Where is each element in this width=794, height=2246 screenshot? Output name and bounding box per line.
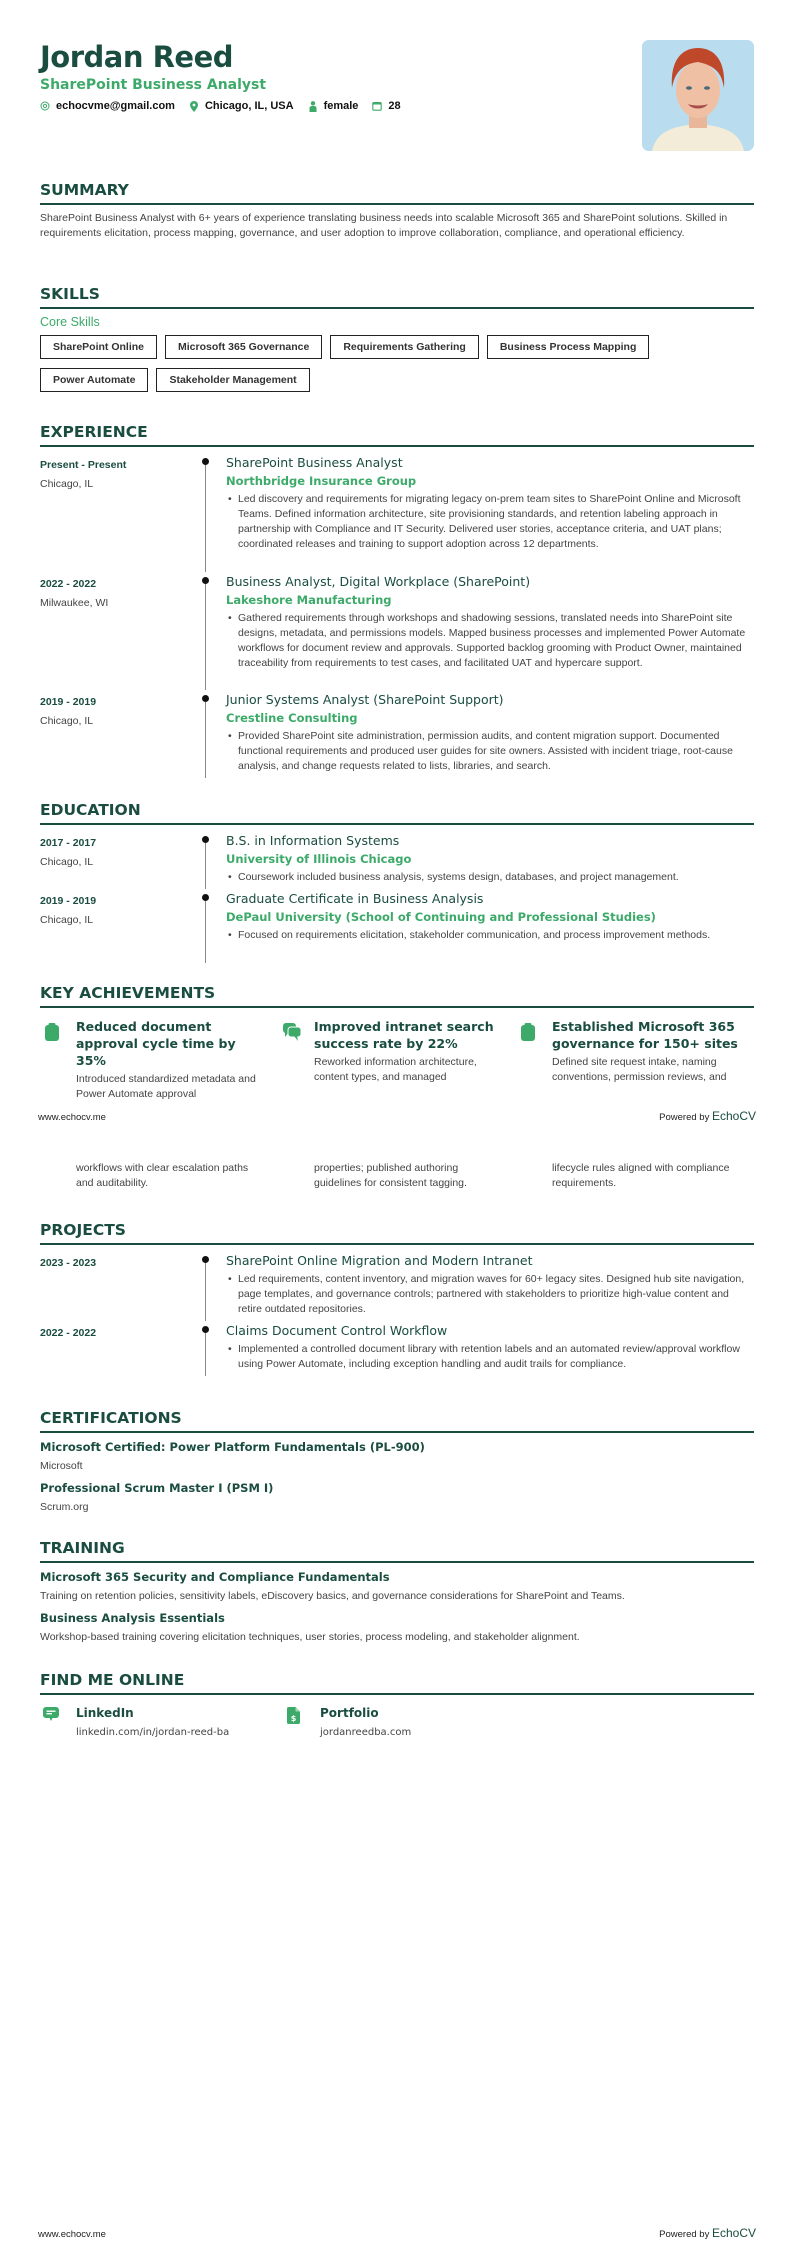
achievement-title: Improved intranet search success rate by 22% xyxy=(314,1019,494,1051)
online-link-linkedin[interactable] xyxy=(40,1705,284,1738)
section-title-summary: SUMMARY xyxy=(40,180,754,205)
entry-title: Graduate Certificate in Business Analysis xyxy=(226,891,484,906)
achievement-description: properties; published authoring guidelines for consistent tagging. xyxy=(314,1162,467,1189)
training-title: Business Analysis Essentials xyxy=(40,1611,225,1625)
achievement-description: workflows with clear escalation paths and auditability. xyxy=(76,1162,249,1189)
online-link-list xyxy=(40,1705,754,1738)
achievement-description: Introduced standardized metadata and Power Automate approval xyxy=(76,1073,256,1100)
section-title-online: FIND ME ONLINE xyxy=(40,1670,754,1695)
achievement-list-continued xyxy=(40,1161,754,1191)
entry-title: SharePoint Online Migration and Modern Intranet xyxy=(226,1253,533,1268)
powered-by-label: Powered by xyxy=(659,1112,710,1123)
footer-brand: EchoCV xyxy=(711,1109,756,1123)
timeline-line xyxy=(205,579,206,690)
footer-site-link[interactable]: www.echocv.me xyxy=(38,2229,106,2240)
entry-location: Chicago, IL xyxy=(40,715,94,727)
timeline-dot xyxy=(202,1256,209,1263)
section-title-certifications: CERTIFICATIONS xyxy=(40,1408,754,1433)
achievement-item xyxy=(40,1018,278,1102)
training-title: Microsoft 365 Security and Compliance Fundamentals xyxy=(40,1570,390,1584)
entry-organization: University of Illinois Chicago xyxy=(226,852,412,866)
entry-location: Chicago, IL xyxy=(40,914,94,926)
entry-date: Present - Present xyxy=(40,459,127,471)
entry-bullet: • Provided SharePoint site administration, permission audits, and content migration support. Documented functional requirements and produced user guides for site owners. Assisted with incident triage, root-cause analysis, and change requests related to lists, libraries, and search. xyxy=(226,729,754,774)
contact-email-value: echocvme@gmail.com xyxy=(56,100,175,112)
achievement-description: lifecycle rules aligned with compliance requirements. xyxy=(552,1162,730,1189)
timeline-line xyxy=(205,1328,206,1376)
entry-bullet: • Focused on requirements elicitation, stakeholder communication, and process improvement methods. xyxy=(226,928,754,943)
entry-bullet: • Implemented a controlled document library with retention labels and an automated review/approval workflow using Power Automate, including exception handling and audit trails for compliance. xyxy=(226,1342,754,1372)
certification-item xyxy=(40,1480,754,1515)
section-title-achievements: KEY ACHIEVEMENTS xyxy=(40,983,754,1008)
achievement-description: Defined site request intake, naming conventions, permission reviews, and xyxy=(552,1056,727,1083)
skill-chip: Stakeholder Management xyxy=(156,368,309,392)
project-entry xyxy=(40,1253,754,1323)
entry-date: 2023 - 2023 xyxy=(40,1257,97,1269)
clipboard-icon xyxy=(40,1018,76,1102)
section-title-training: TRAINING xyxy=(40,1538,754,1563)
skill-chip: Microsoft 365 Governance xyxy=(165,335,322,359)
profile-photo xyxy=(642,40,754,151)
certification-title: Microsoft Certified: Power Platform Fundamentals (PL-900) xyxy=(40,1440,425,1454)
online-link-label: LinkedIn xyxy=(76,1706,134,1720)
skill-chip-list xyxy=(40,335,754,392)
entry-title: Claims Document Control Workflow xyxy=(226,1323,448,1338)
achievements-section xyxy=(0,983,794,1102)
entry-title: B.S. in Information Systems xyxy=(226,833,400,848)
section-title-skills: SKILLS xyxy=(40,284,754,309)
section-title-education: EDUCATION xyxy=(40,800,754,825)
skill-chip: Power Automate xyxy=(40,368,148,392)
timeline-line xyxy=(205,896,206,963)
certification-item xyxy=(40,1439,754,1474)
online-section xyxy=(0,1670,794,1738)
contact-location-value: Chicago, IL, USA xyxy=(204,100,294,112)
certification-title: Professional Scrum Master I (PSM I) xyxy=(40,1481,274,1495)
timeline-dot xyxy=(202,1326,209,1333)
section-title-experience: EXPERIENCE xyxy=(40,422,754,447)
contact-gender-value: female xyxy=(323,100,359,112)
invoice-dollar-icon xyxy=(284,1705,320,1738)
achievement-list xyxy=(40,1018,754,1102)
entry-bullet: • Led requirements, content inventory, and migration waves for 60+ legacy sites. Designed hub site navigation, page templates, and governance controls; partnered with stakeholders to prioritize high-value content and retire outdated repositories. xyxy=(226,1272,754,1317)
timeline-line xyxy=(205,460,206,572)
skill-chip: Business Process Mapping xyxy=(487,335,650,359)
achievement-title: Reduced document approval cycle time by 35% xyxy=(76,1019,236,1068)
entry-location: Chicago, IL xyxy=(40,856,94,868)
clipboard-icon xyxy=(516,1018,552,1102)
timeline-dot xyxy=(202,894,209,901)
timeline-dot xyxy=(202,695,209,702)
achievement-description: Reworked information architecture, content types, and managed xyxy=(314,1056,477,1083)
calendar-icon xyxy=(372,101,382,111)
certifications-section xyxy=(0,1408,794,1515)
entry-bullet: • Led discovery and requirements for migrating legacy on-prem team sites to SharePoint Online and Microsoft Teams. Defined information architecture, site provisioning standards, and retention labeling approach in partnership with Compliance and IT Security. Delivered user stories, acceptance criteria, and UAT plans; coordinated releases and training to support adoption across 12 departments. xyxy=(226,492,754,552)
achievements-continued xyxy=(0,1161,794,1191)
entry-title: Junior Systems Analyst (SharePoint Support) xyxy=(226,692,504,707)
entry-location: Milwaukee, WI xyxy=(40,597,109,609)
entry-organization: DePaul University (School of Continuing and Professional Studies) xyxy=(226,910,656,924)
page-footer xyxy=(38,2226,756,2240)
entry-organization: Lakeshore Manufacturing xyxy=(226,593,392,607)
footer-powered-by xyxy=(659,1109,756,1123)
entry-title: SharePoint Business Analyst xyxy=(226,455,403,470)
candidate-title: SharePoint Business Analyst xyxy=(40,77,267,93)
footer-site-link[interactable]: www.echocv.me xyxy=(38,1112,106,1123)
experience-entry xyxy=(40,692,754,780)
entry-date: 2022 - 2022 xyxy=(40,578,97,590)
training-item xyxy=(40,1610,754,1645)
online-link-label: Portfolio xyxy=(320,1706,379,1720)
experience-entry xyxy=(40,574,754,692)
timeline-dot xyxy=(202,577,209,584)
projects-section xyxy=(0,1220,794,1378)
online-link-url[interactable]: jordanreedba.com xyxy=(320,1727,412,1738)
skills-subheading: Core Skills xyxy=(40,315,100,329)
footer-powered-by xyxy=(659,2226,756,2240)
entry-bullet: • Gathered requirements through workshops and shadowing sessions, translated needs into SharePoint site designs, metadata, and permissions models. Mapped business processes and implemented Power Automate workflows for document review and approvals. Supported backlog grooming with Product Owner, maintained traceability from requirements to test cases, and facilitated UAT and hypercare support. xyxy=(226,611,754,671)
experience-entry xyxy=(40,455,754,574)
timeline-line xyxy=(205,1258,206,1321)
timeline-line xyxy=(205,838,206,889)
summary-section xyxy=(0,180,794,241)
entry-date: 2019 - 2019 xyxy=(40,696,97,708)
training-description: Workshop-based training covering elicitation techniques, user stories, process modeling, and stakeholder alignment. xyxy=(40,1631,580,1643)
certification-issuer: Microsoft xyxy=(40,1460,83,1472)
training-item xyxy=(40,1569,754,1604)
page-footer xyxy=(38,1109,756,1123)
entry-organization: Northbridge Insurance Group xyxy=(226,474,417,488)
experience-section xyxy=(0,422,794,780)
online-link-portfolio[interactable] xyxy=(284,1705,528,1738)
achievement-item-continued xyxy=(516,1161,754,1191)
achievement-item xyxy=(516,1018,754,1102)
entry-bullet: • Coursework included business analysis, systems design, databases, and project management. xyxy=(226,870,754,885)
chat-bubbles-icon xyxy=(278,1018,314,1102)
training-section xyxy=(0,1538,794,1645)
entry-location: Chicago, IL xyxy=(40,478,94,490)
person-icon xyxy=(308,101,318,111)
entry-date: 2017 - 2017 xyxy=(40,837,97,849)
location-pin-icon xyxy=(189,101,199,111)
contact-email[interactable] xyxy=(40,100,175,112)
skill-chip: Requirements Gathering xyxy=(330,335,479,359)
contact-location xyxy=(189,100,294,112)
achievement-item xyxy=(278,1018,516,1102)
entry-organization: Crestline Consulting xyxy=(226,711,358,725)
online-link-url[interactable]: linkedin.com/in/jordan-reed-ba xyxy=(76,1727,230,1738)
training-description: Training on retention policies, sensitivity labels, eDiscovery basics, and governance considerations for SharePoint and Teams. xyxy=(40,1590,625,1602)
education-entry xyxy=(40,891,754,965)
entry-date: 2022 - 2022 xyxy=(40,1327,97,1339)
timeline-line xyxy=(205,697,206,778)
achievement-title: Established Microsoft 365 governance for 150+ sites xyxy=(552,1019,738,1051)
achievement-item-continued xyxy=(40,1161,278,1191)
contact-age-value: 28 xyxy=(388,100,401,112)
section-title-projects: PROJECTS xyxy=(40,1220,754,1245)
timeline-dot xyxy=(202,458,209,465)
footer-brand: EchoCV xyxy=(711,2226,756,2240)
education-entry xyxy=(40,833,754,891)
at-icon xyxy=(40,101,50,111)
certification-issuer: Scrum.org xyxy=(40,1501,89,1513)
skills-section xyxy=(0,284,794,392)
contact-age xyxy=(372,100,400,112)
timeline-dot xyxy=(202,836,209,843)
entry-title: Business Analyst, Digital Workplace (SharePoint) xyxy=(226,574,531,589)
candidate-name: Jordan Reed xyxy=(40,40,234,74)
entry-date: 2019 - 2019 xyxy=(40,895,97,907)
skill-chip: SharePoint Online xyxy=(40,335,157,359)
project-entry xyxy=(40,1323,754,1378)
achievement-item-continued xyxy=(278,1161,516,1191)
comment-icon xyxy=(40,1705,76,1738)
summary-text: SharePoint Business Analyst with 6+ years of experience translating business needs into scalable Microsoft 365 and SharePoint solutions. Skilled in requirements elicitation, process mapping, governance, and user adoption to improve collaboration, compliance, and operational efficiency. xyxy=(40,212,728,239)
svg-text:$: $ xyxy=(290,1714,297,1723)
contact-gender xyxy=(308,100,359,112)
education-section xyxy=(0,800,794,965)
powered-by-label: Powered by xyxy=(659,2229,710,2240)
resume-header xyxy=(40,40,754,152)
